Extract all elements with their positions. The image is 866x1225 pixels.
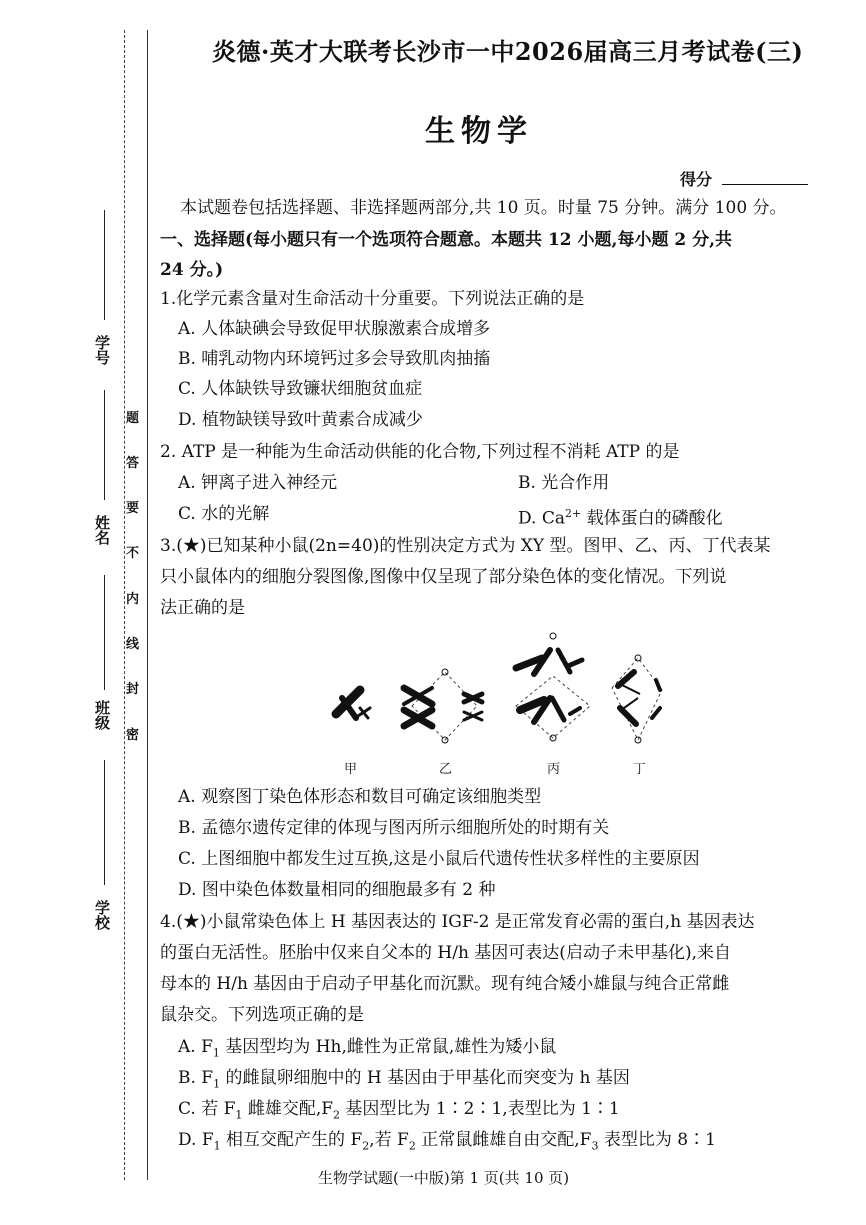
seal-char: 线: [126, 637, 140, 652]
question-2-option-a: A. 钾离子进入神经元: [178, 473, 338, 493]
question-1-stem: 1.化学元素含量对生命活动十分重要。下列说法正确的是: [160, 289, 585, 309]
question-4-option-d: D. $F_1$ 相互交配产生的 $F_2$,若 $F_2$ 正常鼠雌雄自由交配$,F_3$ 表型比为 8∶1: [178, 1130, 716, 1153]
question-3-option-c: C. 上图细胞中都发生过互换,这是小鼠后代遗传性状多样性的主要原因: [178, 849, 700, 869]
student-id-label: 学号: [93, 335, 111, 365]
question-1-option-b: B. 哺乳动物内环境钙过多会导致肌肉抽搐: [178, 349, 491, 369]
cell-yi: [404, 669, 482, 743]
seal-char: 不: [126, 546, 140, 561]
section-heading-1: 一、选择题(每小题只有一个选项符合题意。本题共 12 小题,每小题 2 分,共: [160, 230, 733, 250]
figure-label-yi: 乙: [439, 762, 453, 777]
seal-char: 答: [126, 456, 140, 471]
question-2-stem: 2. ATP 是一种能为生命活动供能的化合物,下列过程不消耗 ATP 的是: [160, 442, 680, 462]
question-1-option-a: A. 人体缺碘会导致促甲状腺激素合成增多: [178, 319, 491, 339]
question-1-option-c: C. 人体缺铁导致镰状细胞贫血症: [178, 379, 423, 399]
question-2-option-b: B. 光合作用: [518, 473, 610, 493]
question-2-option-d: D. $Ca^{2+}$ 载体蛋白的磷酸化: [518, 507, 723, 529]
seal-char: 内: [126, 592, 140, 607]
question-4-line-4: 鼠杂交。下列选项正确的是: [160, 1005, 364, 1025]
subject-title: 生物学: [425, 114, 533, 149]
question-4-line-3: 母本的 H/h 基因由于启动子甲基化而沉默。现有纯合矮小雄鼠与纯合正常雌: [160, 974, 730, 994]
question-3-option-d: D. 图中染色体数量相同的细胞最多有 2 种: [178, 880, 496, 900]
question-3-line-1: 3.(★)已知某种小鼠(2n=40)的性别决定方式为 XY 型。图甲、乙、丙、丁代表某: [160, 536, 771, 556]
question-3-line-2: 只小鼠体内的细胞分裂图像,图像中仅呈现了部分染色体的变化情况。下列说: [160, 567, 727, 587]
question-1-option-d: D. 植物缺镁导致叶黄素合成减少: [178, 410, 423, 430]
section-heading-2: 24 分。): [160, 260, 224, 280]
cell-ding: [612, 655, 662, 743]
school-line: [104, 760, 105, 885]
question-3-option-b: B. 孟德尔遗传定律的体现与图丙所示细胞所处的时期有关: [178, 818, 610, 838]
question-4-line-2: 的蛋白无活性。胚胎中仅来自父本的 H/h 基因可表达(启动子未甲基化),来自: [160, 943, 731, 963]
question-4-option-c: C. 若 $F_1$ 雌雄交配$,F_2$ 基因型比为 1∶2∶1,表型比为 1∶1: [178, 1099, 620, 1122]
student-id-line: [104, 210, 105, 320]
name-label: 姓名: [93, 515, 111, 545]
cell-division-figure: [320, 628, 680, 758]
question-2-option-c: C. 水的光解: [178, 504, 270, 524]
score-blank: [722, 184, 808, 185]
cell-bing: [516, 633, 590, 741]
question-4-option-a: A. $F_1$ 基因型均为 Hh,雌性为正常鼠,雄性为矮小鼠: [178, 1037, 557, 1060]
page-footer: 生物学试题(一中版)第 1 页(共 10 页): [318, 1169, 570, 1187]
school-label: 学校: [93, 900, 111, 930]
question-3-option-a: A. 观察图丁染色体形态和数目可确定该细胞类型: [178, 787, 542, 807]
class-line: [104, 575, 105, 690]
exam-title: 炎德·英才大联考长沙市一中2026届高三月考试卷(三): [212, 37, 804, 66]
margin-rule: [147, 30, 148, 1180]
seal-char: 密: [126, 728, 140, 743]
figure-label-jia: 甲: [344, 762, 358, 777]
score-label: 得分: [680, 170, 713, 189]
name-line: [104, 390, 105, 500]
cut-line-outer: [124, 30, 125, 1180]
question-4-option-b: B. $F_1$ 的雌鼠卵细胞中的 H 基因由于甲基化而突变为 h 基因: [178, 1068, 630, 1091]
question-3-line-3: 法正确的是: [160, 598, 245, 618]
figure-label-bing: 丙: [547, 762, 561, 777]
intro-text: 本试题卷包括选择题、非选择题两部分,共 10 页。时量 75 分钟。满分 100 分。: [180, 198, 787, 218]
figure-label-ding: 丁: [633, 762, 647, 777]
question-4-line-1: 4.(★)小鼠常染色体上 H 基因表达的 IGF-2 是正常发育必需的蛋白,h 基因表达: [160, 912, 755, 932]
cell-jia: [336, 690, 370, 718]
seal-char: 要: [126, 501, 140, 516]
class-label: 班级: [93, 700, 111, 730]
seal-char: 封: [126, 682, 140, 697]
seal-char: 题: [126, 411, 140, 426]
